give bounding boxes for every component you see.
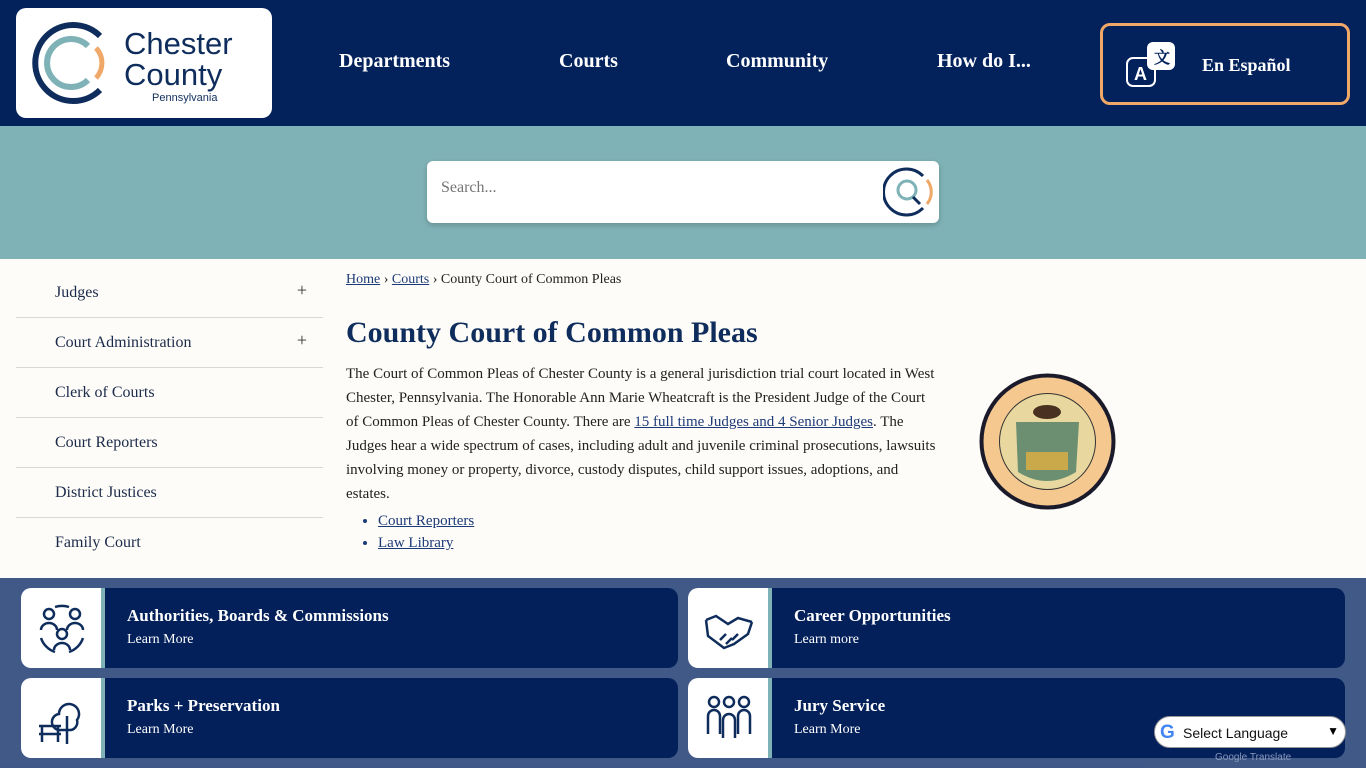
nav-departments[interactable]: Departments (339, 50, 451, 72)
list-item (378, 510, 474, 532)
card-accent (101, 588, 105, 668)
breadcrumb-courts[interactable]: Courts (391, 272, 430, 287)
content-link-list (362, 510, 474, 554)
card-title: Jury Service (794, 696, 886, 715)
card-accent (768, 588, 772, 668)
en-espanol-button[interactable] (1100, 23, 1350, 105)
select-language-dropdown[interactable] (1154, 716, 1346, 748)
learn-more-link[interactable]: Learn more (794, 632, 859, 647)
chevron-down-icon: ▼ (1327, 724, 1339, 738)
breadcrumb-home[interactable]: Home (346, 272, 381, 287)
intro-paragraph (346, 362, 941, 506)
svg-text:A: A (1134, 64, 1147, 84)
sidebar-item-clerk-of-courts[interactable] (16, 368, 323, 418)
judges-link[interactable]: 15 full time Judges and 4 Senior Judges (634, 414, 874, 430)
logo-subtext: Pennsylvania (152, 92, 218, 104)
google-g-icon: G (1160, 722, 1175, 743)
logo-text: County (124, 57, 223, 92)
sidebar-item-label: Clerk of Courts (55, 384, 155, 401)
nav-how-do-i[interactable]: How do I... (937, 50, 1031, 72)
nav-courts[interactable]: Courts (559, 50, 618, 72)
site-header (0, 0, 1366, 126)
content-link[interactable]: Court Reporters (378, 513, 475, 529)
sidebar-item-family-court[interactable] (16, 518, 323, 568)
learn-more-link[interactable]: Learn More (127, 722, 194, 737)
logo-mark-icon (30, 20, 116, 106)
card-authorities-boards[interactable] (21, 588, 678, 668)
card-title: Career Opportunities (794, 606, 951, 625)
expand-icon[interactable]: + (296, 330, 307, 350)
sidebar-item-court-administration[interactable] (16, 318, 323, 368)
sidebar-item-label: Court Reporters (55, 434, 158, 451)
card-title: Authorities, Boards & Commissions (127, 606, 389, 625)
chester-county-logo[interactable] (16, 8, 272, 118)
search-icon (883, 166, 933, 218)
svg-text:文: 文 (1154, 50, 1171, 67)
card-accent (101, 678, 105, 758)
people-circle-icon (37, 604, 87, 654)
search-button[interactable] (883, 166, 933, 218)
nav-community[interactable]: Community (726, 50, 829, 72)
sidebar-item-label: Judges (55, 284, 99, 301)
group-icon (704, 694, 754, 744)
card-career-opportunities[interactable] (688, 588, 1345, 668)
sidebar-item-label: District Justices (55, 484, 157, 501)
sidebar-item-district-justices[interactable] (16, 468, 323, 518)
expand-icon[interactable]: + (296, 280, 307, 300)
breadcrumb: Home › Courts › County Court of Common Pleas (346, 272, 622, 287)
park-bench-tree-icon (37, 694, 87, 744)
sidebar-item-label: Court Administration (55, 334, 192, 351)
handshake-icon (704, 604, 754, 654)
select-language-label: Select Language (1183, 725, 1289, 741)
logo-text: Chester (124, 26, 233, 61)
card-title: Parks + Preservation (127, 696, 280, 715)
search-box (427, 161, 939, 223)
list-item (378, 532, 474, 554)
sidebar-item-label: Family Court (55, 534, 141, 551)
espanol-label: En Español (1202, 55, 1291, 75)
powered-by-google-translate[interactable]: Google Translate (1215, 752, 1292, 763)
intro-text: . The Judges hear a wide spectrum of cases, including adult and juvenile criminal prosecutions, lawsuits involving money or property, divorce, custody disputes, child support issues, adoptions, and estates. (346, 414, 936, 502)
learn-more-link[interactable]: Learn More (794, 722, 861, 737)
card-parks-preservation[interactable] (21, 678, 678, 758)
search-input[interactable] (441, 179, 861, 197)
intro-text: The Court of Common Pleas of Chester County is a general jurisdiction trial court located in West Chester, Pennsylvania. The Honorable Ann Marie Wheatcraft is the President Judge of the Court of Common Pleas of Chester County. There are (346, 366, 935, 430)
learn-more-link[interactable]: Learn More (127, 632, 194, 647)
breadcrumb-current: County Court of Common Pleas (440, 272, 622, 287)
translate-icon (1125, 40, 1177, 92)
sidebar-item-judges[interactable] (16, 268, 323, 318)
content-link[interactable]: Law Library (378, 535, 454, 551)
card-accent (768, 678, 772, 758)
county-seal (978, 372, 1117, 511)
page-title: County Court of Common Pleas (346, 316, 758, 349)
sidebar-item-court-reporters[interactable] (16, 418, 323, 468)
